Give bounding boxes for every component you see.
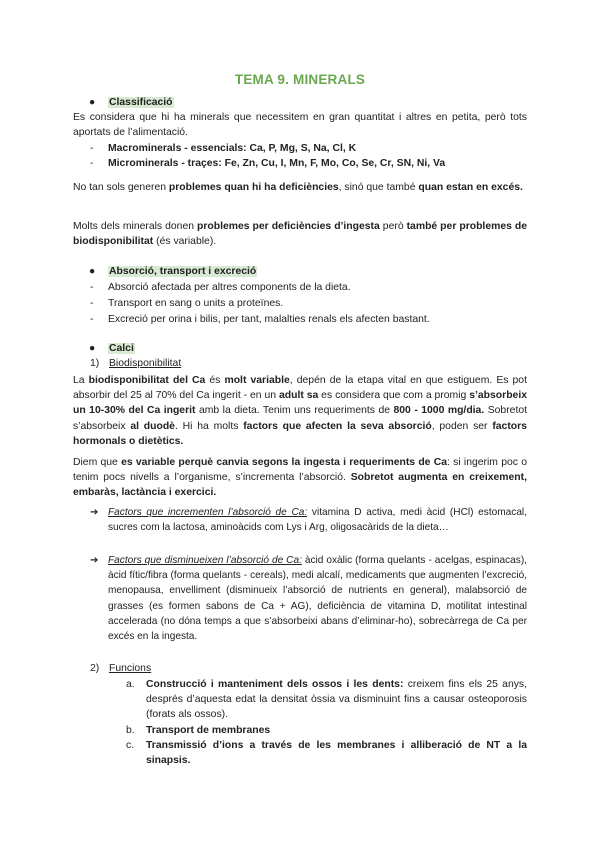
list-item-factors-disminucio: ➔ Factors que disminueixen l’absorció de Ca: àcid oxàlic (forma quelants - acelgas, espinacas), àcid fític/fibra (forma quelants - cereals), medi alcalí, medicaments que augmenten l’excreció, menopausa, envelliment (disminueix l’absorció de nutrients en general), malabsorció de grasses (es formen sabons de Ca + AG), deficiència de vitamina D, motilitat intestinal accelerada (no dóna temps a que s’absorbeixi abans d’eliminar-ho), sobrecàrrega de Ca per excés en la ingesta. [90, 555, 527, 643]
arrow-right-icon: ➔ [90, 507, 99, 518]
list-item-funcio-a: a. Construcció i manteniment dels ossos i les dents: creixem fins els 25 anys, després d’aquesta edat la densitat òssia va disminuint fins a causar osteoporosis (forats als ossos). [126, 679, 528, 721]
paragraph-biodisponibilitat: La biodisponibilitat del Ca és molt variable, depén de la etapa vital en que estiguem. Es pot absorbir del 25 al 70% del Ca ingerit - en un adult sa es considera que com a promig s’absorbeix un 10-30% del Ca ingerit amb la dieta. Tenim uns requeriments de 800 - 1000 mg/dia. Sobretot s’absorbeix al duodè. Hi ha molts factors que afecten la seva absorció, poden ser factors hormonals o dietètics. [73, 375, 527, 447]
arrow-right-icon: ➔ [90, 555, 99, 566]
list-item-microminerals: - Microminerals - traçes: Fe, Zn, Cu, I, Mn, F, Mo, Co, Se, Cr, SN, Ni, Va [90, 158, 446, 169]
paragraph-variabilitat: Diem que es variable perquè canvia segons la ingesta i requeriments de Ca: si ingerim poc o tenim pocs nivells a l’organisme, s’incrementa l’absorció. Sobretot augmenta en creixement, embaràs, lactància i exercici. [73, 457, 527, 499]
bullet-icon: ● [89, 266, 96, 277]
list-item: - Transport en sang o units a proteïnes. [90, 298, 284, 309]
list-item: - Absorció afectada per altres components de la dieta. [90, 282, 351, 293]
section-heading-classificacio: ● Classificació [90, 95, 174, 110]
section-heading-calci: ● Calci [90, 341, 135, 356]
list-item-macrominerals: - Macrominerals - essencials: Ca, P, Mg, S, Na, Cl, K [90, 143, 357, 154]
list-item-funcio-c: c. Transmissió d’ions a través de les membranes i alliberació de NT a la sinapsis. [126, 740, 527, 767]
subheading-biodisponibilitat: 1) Biodisponibilitat [90, 358, 182, 369]
subheading-funcions: 2) Funcions [90, 663, 152, 674]
list-item-funcio-b: b. Transport de membranes [126, 725, 271, 736]
section-heading-absorcio: ● Absorció, transport i excreció [90, 264, 257, 279]
page-title: TEMA 9. MINERALS [234, 72, 366, 87]
paragraph-deficiencies: Molts dels minerals donen problemes per deficiències d’ingesta però també per problemes de biodisponibilitat (és variable). [73, 221, 528, 248]
list-item: - Excreció per orina i bilis, per tant, malalties renals els afecten bastant. [90, 314, 430, 325]
list-item-factors-increment: ➔ Factors que incrementen l’absorció de Ca: vitamina D activa, medi àcid (HCl) estomacal, sucres com la lactosa, aminoàcids com Lys i Arg, oligosacàrids de la dieta… [90, 507, 527, 534]
bullet-icon: ● [89, 343, 96, 354]
paragraph-excess: No tan sols generen problemes quan hi ha deficiències, sinó que també quan estan en excés. [73, 182, 523, 193]
paragraph-classificacio-intro: Es considera que hi ha minerals que necessitem en gran quantitat i altres en petita, però tots aportats de l’alimentació. [73, 112, 527, 139]
bullet-icon: ● [89, 97, 96, 108]
